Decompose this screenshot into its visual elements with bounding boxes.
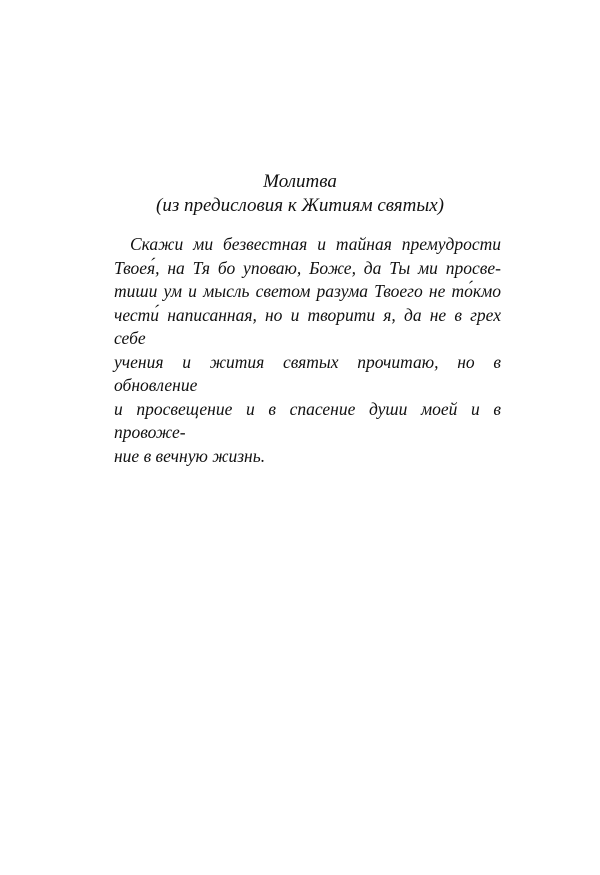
prayer-line: Скажи ми безвестная и тайная премудрости (130, 234, 501, 254)
prayer-text (114, 233, 501, 468)
prayer-line: и просвещение и в спасение души моей и в провоже- (114, 398, 501, 442)
page-subtitle: (из предисловия к Житиям святых) (156, 195, 444, 216)
prayer-line: Твоея́, на Тя бо уповаю, Боже, да Ты ми просве- (114, 257, 501, 278)
prayer-line: чести́ написанная, но и творити я, да не в грех себе (114, 304, 501, 348)
heading-block (0, 170, 600, 218)
prayer-line: тиши ум и мысль светом разума Твоего не то́кмо (114, 281, 501, 301)
prayer-line: ние в вечную жизнь. (114, 445, 266, 466)
page-title: Молитва (263, 171, 337, 192)
prayer-line: учения и жития святых прочитаю, но в обновление (114, 351, 501, 395)
